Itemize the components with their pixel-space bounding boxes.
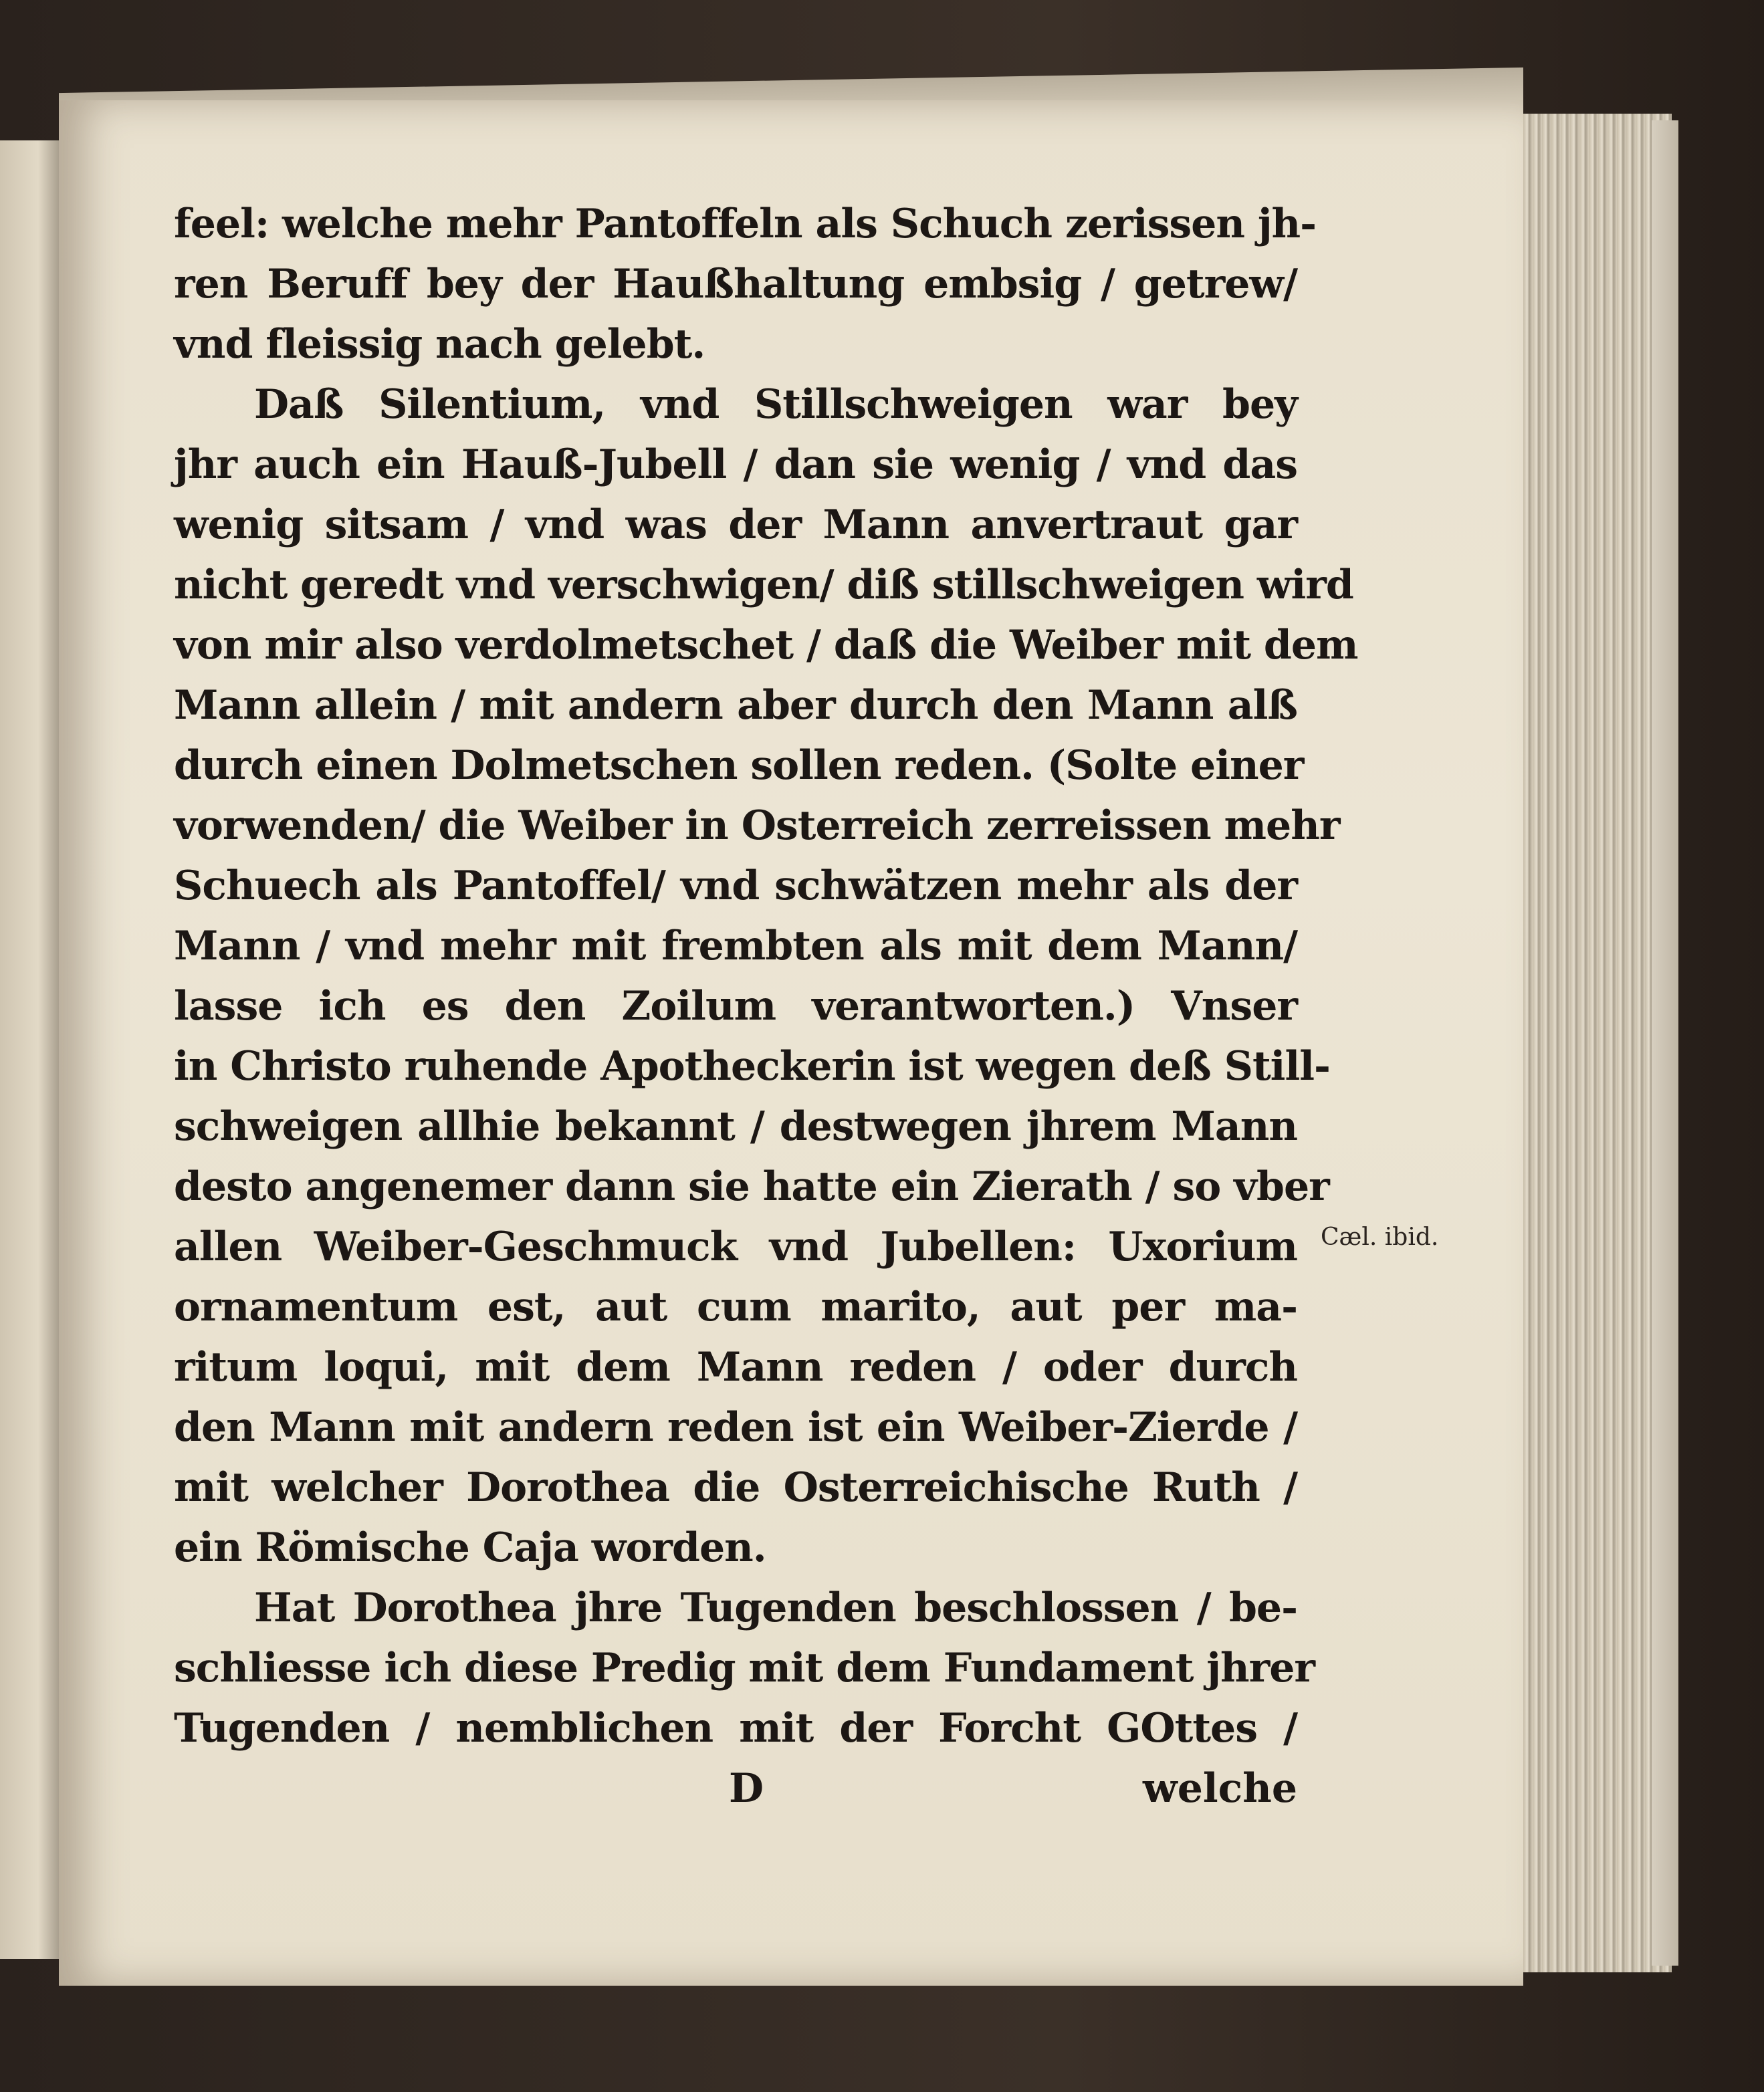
book-block-edge [1505, 114, 1672, 1972]
text-line: vnd fleissig nach gelebt. [174, 321, 705, 368]
text-line: wenig sitsam / vnd was der Mann anvertraut gar [174, 501, 1297, 548]
text-line: ren Beruff bey der Haußhaltung embsig / getrew/ [174, 261, 1297, 308]
text-line: schliesse ich diese Predig mit dem Fundament jhrer [174, 1645, 1315, 1692]
text-line: von mir also verdolmetschet / daß die Weiber mit dem [174, 622, 1358, 669]
signature-mark: D [729, 1765, 764, 1812]
text-line: Hat Dorothea jhre Tugenden beschlossen / be- [254, 1585, 1297, 1631]
previous-page-edge [0, 140, 64, 1959]
text-line: den Mann mit andern reden ist ein Weiber-Zierde / [174, 1404, 1297, 1451]
text-line: jhr auch ein Hauß-Jubell / dan sie wenig / vnd das [174, 441, 1297, 488]
text-line: Schuech als Pantoffel/ vnd schwätzen mehr als der [174, 862, 1297, 909]
text-line: schweigen allhie bekannt / destwegen jhrem Mann [174, 1103, 1297, 1150]
text-line: vorwenden/ die Weiber in Osterreich zerreissen mehr [174, 802, 1340, 849]
text-block [174, 187, 1358, 1845]
text-line: in Christo ruhende Apotheckerin ist wegen deß Still- [174, 1043, 1330, 1090]
text-line: ritum loqui, mit dem Mann reden / oder durch [174, 1344, 1297, 1391]
text-line: lasse ich es den Zoilum verantworten.) Vnser [174, 983, 1297, 1030]
text-line: Mann allein / mit andern aber durch den Mann alß [174, 682, 1297, 729]
text-line: feel: welche mehr Pantoffeln als Schuch zerissen jh- [174, 201, 1317, 247]
text-line: allen Weiber-Geschmuck vnd Jubellen: Uxorium [174, 1224, 1297, 1270]
text-line: ein Römische Caja worden. [174, 1524, 766, 1571]
text-line: Tugenden / nemblichen mit der Forcht GOttes / [174, 1705, 1297, 1752]
text-line: mit welcher Dorothea die Osterreichische Ruth / [174, 1464, 1297, 1511]
text-line: desto angenemer dann sie hatte ein Zierath / so vber [174, 1163, 1329, 1210]
text-line: durch einen Dolmetschen sollen reden. (Solte einer [174, 742, 1304, 789]
footer-row [174, 1752, 1297, 1825]
text-line: ornamentum est, aut cum marito, aut per ma- [174, 1284, 1297, 1330]
text-line: Daß Silentium, vnd Stillschweigen war bey [254, 381, 1297, 428]
text-line: Mann / vnd mehr mit frembten als mit dem Mann/ [174, 923, 1297, 969]
margin-note: Cæl. ibid. [1321, 1224, 1439, 1251]
cover-edge [1652, 120, 1678, 1966]
catchword: welche [1143, 1765, 1297, 1812]
text-line: nicht geredt vnd verschwigen/ diß stillschweigen wird [174, 562, 1353, 608]
